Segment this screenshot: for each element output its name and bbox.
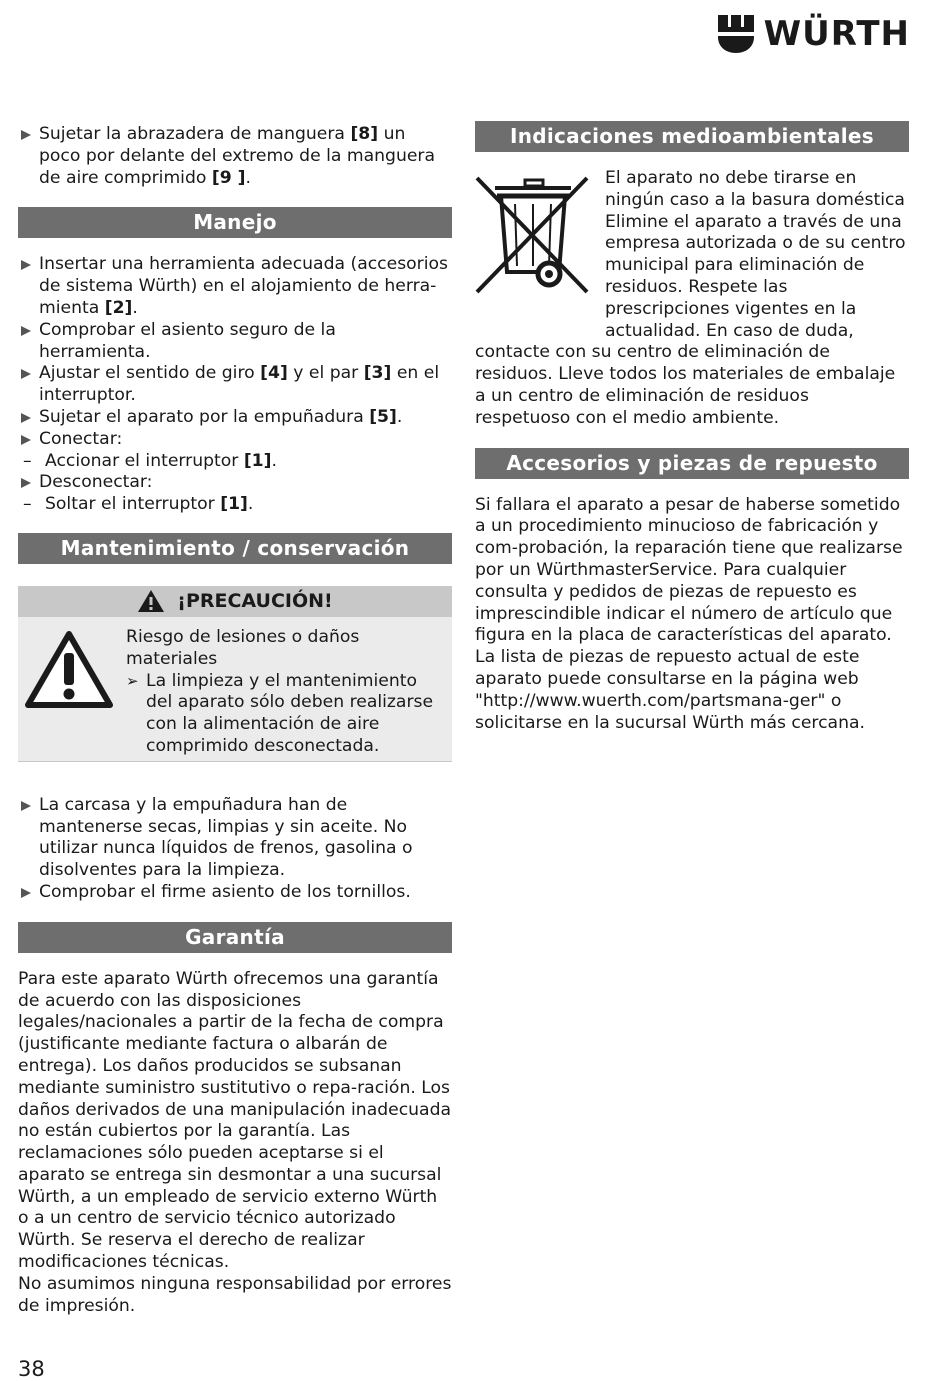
warning-small-icon [137,589,165,613]
environment-text: El aparato no debe tirarse en ningún caso a la basura doméstica Elimine el aparato a través de una empresa autorizada o de su centro municipal para eliminación de residuos. Respete las prescripciones vigentes en la actualidad. En caso de duda, [605,168,906,341]
garantia-paragraph: No asumimos ninguna responsabilidad por errores de impresión. [18,1273,452,1316]
list-item: Insertar una herramienta adecuada (accesorios de sistema Würth) en el alojamiento de herra-mienta [2]. [18,254,452,319]
caution-title: ¡PRECAUCIÓN! [177,589,333,612]
section-heading-mantenimiento: Mantenimiento / conservación [18,533,452,564]
caution-header [18,586,452,617]
section-heading-medioambientales: Indicaciones medioambientales [475,121,909,152]
list-item: Sujetar el aparato por la empuñadura [5]. [18,407,452,429]
section-heading-accesorios: Accesorios y piezas de repuesto [475,448,909,479]
caution-body [18,617,452,761]
page-number: 38 [18,1357,45,1381]
wurth-logo-icon [716,13,756,55]
accesorios-paragraph: Si fallara el aparato a pesar de haberse sometido a un procedimiento minucioso de fabricación y com-probación, la reparación tiene que realizarse por un WürthmasterService. Para cualquier consulta y pedidos de piezas de repuesto es imprescindible indicar el número de artículo que figura en la placa de características del aparato. La lista de piezas de repuesto actual de este aparato puede consultarse en la página web "http://www.wuerth.com/partsmana-ger" o solicitarse en la sucursal Würth más cercana. [475,494,903,733]
list-item: Sujetar la abrazadera de manguera [8] un poco por delante del extremo de la manguera de aire comprimido [9 ]. [18,124,452,189]
environment-text-continued: contacte con su centro de eliminación de residuos. Lleve todos los materiales de embalaje a un centro de eliminación de residuos respetuoso con el medio ambiente. [475,342,896,428]
list-item: Conectar: [18,429,452,451]
manejo-list [18,254,452,516]
list-subitem: – Soltar el interruptor [1]. [18,494,452,516]
mantenimiento-list [18,795,452,904]
section-heading-manejo: Manejo [18,207,452,238]
caution-text: Riesgo de lesiones o daños materiales [126,626,360,669]
list-item: La carcasa y la empuñadura han de mantenerse secas, limpias y sin aceite. No utilizar nunca líquidos de frenos, gasolina o disolventes para la limpieza. [18,795,452,882]
wurth-logo [716,12,910,56]
section-heading-garantia: Garantía [18,922,452,953]
list-item: Comprobar el firme asiento de los tornillos. [18,882,452,904]
brand-name: WÜRTH [763,14,910,54]
caution-subitem: ➢ La limpieza y el mantenimiento del aparato sólo deben realizarse con la alimentación de aire comprimido desconectada. [126,671,444,758]
crossed-bin-icon [475,176,593,296]
warning-triangle-icon [24,629,114,709]
garantia-paragraph: Para este aparato Würth ofrecemos una garantía de acuerdo con las disposiciones legales/nacionales a partir de la fecha de compra (justificante mediante factura o albarán de entrega). Los daños producidos se subsanan mediante suministro sustitutivo o repa-ración. Los daños derivados de una manipulación inadecuada no están cubiertos por la garantía. Las reclamaciones sólo pueden aceptarse si el aparato se entrega sin desmontar a una sucursal Würth, a un empleado de servicio externo Würth o a un centro de servicio técnico autorizado Würth. Se reserva el derecho de realizar modificaciones técnicas. [18,968,452,1273]
left-column [18,124,452,1317]
right-column [475,121,909,734]
list-item: Ajustar el sentido de giro [4] y el par [3] en el interruptor. [18,363,452,407]
list-item: Desconectar: [18,472,452,494]
environment-block [475,168,909,430]
caution-box [18,586,452,762]
list-subitem: – Accionar el interruptor [1]. [18,451,452,473]
list-item: Comprobar el asiento seguro de la herramienta. [18,320,452,364]
